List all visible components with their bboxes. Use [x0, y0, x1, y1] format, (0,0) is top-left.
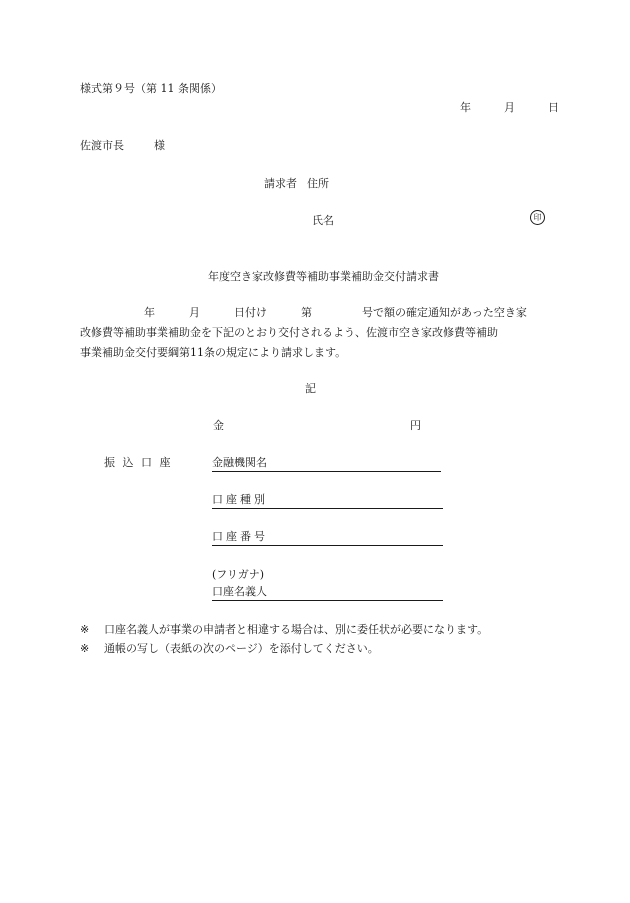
account-number-label: 口座番号	[212, 530, 268, 543]
date-line	[460, 99, 559, 115]
note-text: 口座名義人が事業の申請者と相違する場合は、別に委任状が必要になります。	[104, 623, 489, 636]
note-item	[80, 621, 488, 637]
bank-transfer-heading: 振 込 口 座	[104, 456, 173, 469]
form-number: 様式第９号（第 11 条関係）	[80, 82, 222, 95]
name-label: 氏名	[312, 214, 334, 227]
account-holder-label: 口座名義人	[212, 585, 267, 598]
ki-heading: 記	[305, 382, 316, 395]
account-type-label: 口座種別	[212, 493, 268, 506]
institution-label: 金融機関名	[212, 456, 267, 469]
day-label: 日	[548, 101, 559, 114]
note-item	[80, 640, 379, 656]
note-mark: ※	[80, 623, 90, 636]
note-text: 通帳の写し（表紙の次のページ）を添付してください。	[104, 642, 379, 655]
note-mark: ※	[80, 642, 90, 655]
institution-field[interactable]	[212, 454, 441, 472]
year-label: 年	[460, 101, 471, 114]
account-holder-field[interactable]	[212, 583, 443, 601]
addressee-honorific: 様	[154, 139, 165, 152]
requester-address	[264, 175, 329, 191]
amount-label: 金	[213, 419, 224, 432]
month-label: 月	[504, 101, 515, 114]
requester-label: 請求者	[264, 177, 297, 190]
amount-unit: 円	[410, 419, 421, 432]
account-type-field[interactable]	[212, 491, 443, 509]
addressee-name: 佐渡市長	[80, 139, 124, 152]
document-title: 年度空き家改修費等補助事業補助金交付請求書	[208, 270, 439, 283]
body-paragraph: 年 月 日付け 第 号で額の確定通知があった空き家 改修費等補助事業補助金を下記のとおり交付されるよう、佐渡市空き家改修費等補助 事業補助金交付要綱第11条の規定により請求します。	[80, 306, 527, 359]
address-label: 住所	[307, 177, 329, 190]
addressee	[80, 137, 165, 153]
account-number-field[interactable]	[212, 528, 443, 546]
furigana-label: (フリガナ)	[212, 568, 265, 581]
seal-mark: 印	[530, 210, 545, 225]
